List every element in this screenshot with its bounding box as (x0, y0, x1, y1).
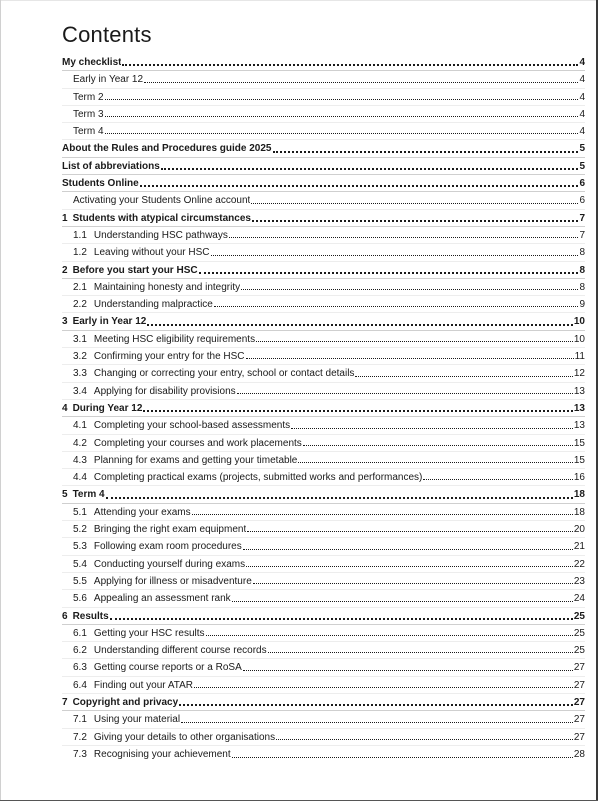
toc-subsection-link[interactable] (62, 435, 585, 452)
dot-leader (194, 686, 573, 688)
page-title: Contents (62, 22, 152, 47)
toc-entry-label: Confirming your entry for the HSC (93, 351, 245, 363)
table-of-contents (62, 54, 585, 763)
toc-section-link[interactable] (62, 400, 585, 417)
dot-leader (241, 288, 578, 290)
toc-entry-title (73, 469, 422, 486)
dot-leader (237, 392, 573, 394)
toc-entry-number: 1.1 (73, 229, 87, 241)
toc-entry-number: 6.4 (73, 679, 87, 691)
toc-entry-number: 1.2 (73, 247, 87, 259)
toc-entry-label: List of abbreviations (62, 160, 160, 172)
toc-subsection-link[interactable] (62, 106, 585, 123)
toc-subsection-link[interactable] (62, 625, 585, 642)
toc-subsection-link[interactable] (62, 677, 585, 694)
page-edge-top (0, 0, 598, 1)
dot-leader (105, 98, 579, 100)
dot-leader (140, 184, 579, 187)
toc-entry-number: 2.1 (73, 281, 87, 293)
toc-subsection-link[interactable] (62, 71, 585, 88)
toc-entry-number: 3.4 (73, 385, 87, 397)
toc-entry-label: Copyright and privacy (72, 696, 179, 708)
toc-page-number: 28 (573, 748, 585, 760)
toc-page-number: 20 (573, 524, 585, 536)
toc-subsection-link[interactable] (62, 348, 585, 365)
toc-page-number: 8 (579, 264, 585, 276)
toc-subsection-link[interactable] (62, 331, 585, 348)
toc-entry-number: 5.1 (73, 506, 87, 518)
toc-page-number: 25 (573, 627, 585, 639)
toc-page-number: 25 (573, 645, 585, 657)
toc-entry-number: 6.1 (73, 627, 87, 639)
toc-entry-label: Recognising your achievement (93, 748, 231, 760)
toc-entry-title (73, 348, 245, 365)
toc-entry-title (62, 313, 146, 330)
toc-entry-title (73, 711, 180, 728)
toc-entry-title (73, 677, 193, 694)
toc-entry-title (73, 642, 267, 659)
toc-entry-title (62, 210, 251, 227)
toc-entry-label: Appealing an assessment rank (93, 593, 231, 605)
toc-page-number: 18 (573, 489, 585, 501)
toc-entry-label: Planning for exams and getting your timetable (93, 454, 298, 466)
dot-leader (199, 271, 579, 274)
toc-page-number: 18 (573, 506, 585, 518)
toc-subsection-link[interactable] (62, 573, 585, 590)
dot-leader (229, 236, 579, 238)
dot-leader (110, 617, 573, 620)
dot-leader (179, 703, 573, 706)
toc-entry-title (73, 296, 213, 313)
toc-page-number: 6 (579, 195, 585, 207)
toc-page-number: 13 (573, 402, 585, 414)
toc-entry-title (62, 400, 142, 417)
toc-subsection-link[interactable] (62, 590, 585, 607)
toc-page-number: 4 (579, 57, 585, 68)
toc-page-number: 10 (573, 333, 585, 345)
dot-leader (303, 444, 573, 446)
toc-section-link[interactable] (62, 313, 585, 330)
toc-section-link[interactable] (62, 140, 585, 157)
toc-page-number: 21 (573, 541, 585, 553)
toc-page-number: 22 (573, 558, 585, 570)
toc-page-number: 23 (573, 575, 585, 587)
toc-entry-number: 5.2 (73, 524, 87, 536)
toc-entry-title (62, 486, 105, 503)
toc-page-number: 5 (579, 160, 585, 172)
dot-leader (144, 81, 578, 83)
toc-subsection-link[interactable] (62, 417, 585, 434)
dot-leader (206, 634, 573, 636)
dot-leader (232, 600, 573, 602)
toc-entry-title (73, 365, 354, 382)
dot-leader (276, 738, 573, 740)
toc-page-number: 13 (573, 420, 585, 432)
toc-entry-title (62, 608, 109, 625)
toc-entry-number: 6 (62, 610, 68, 622)
toc-subsection-link[interactable] (62, 192, 585, 209)
toc-page-number: 4 (579, 91, 585, 103)
toc-subsection-link[interactable] (62, 538, 585, 555)
toc-subsection-link[interactable] (62, 227, 585, 244)
toc-subsection-link[interactable] (62, 729, 585, 746)
toc-entry-title (73, 573, 252, 590)
toc-entry-number: 1 (62, 212, 68, 224)
toc-entry-number: 6.3 (73, 662, 87, 674)
toc-entry-label: Maintaining honesty and integrity (93, 281, 241, 293)
toc-section-link[interactable] (62, 608, 585, 625)
toc-entry-title (73, 106, 104, 123)
toc-entry-title (73, 244, 210, 261)
toc-subsection-link[interactable] (62, 296, 585, 313)
toc-entry-label: Term 3 (73, 108, 104, 120)
toc-page-number: 27 (573, 696, 585, 708)
toc-subsection-link[interactable] (62, 452, 585, 469)
toc-page-number: 16 (573, 472, 585, 484)
toc-entry-title (62, 175, 139, 192)
toc-entry-label: Term 4 (73, 126, 104, 138)
toc-section-link[interactable] (62, 694, 585, 711)
toc-page-number: 4 (579, 126, 585, 138)
toc-section-link[interactable] (62, 210, 585, 227)
toc-entry-title (62, 54, 121, 71)
toc-page-number: 9 (579, 299, 585, 311)
toc-entry-label: Attending your exams (93, 506, 191, 518)
toc-entry-title (73, 227, 228, 244)
toc-entry-title (73, 556, 245, 573)
dot-leader (246, 357, 574, 359)
toc-entry-number: 3.3 (73, 368, 87, 380)
toc-entry-label: Bringing the right exam equipment (93, 524, 247, 536)
dot-leader (243, 669, 573, 671)
toc-entry-label: Understanding malpractice (93, 299, 213, 311)
toc-entry-label: Completing practical exams (projects, submitted works and performances) (93, 472, 423, 484)
toc-entry-title (73, 659, 242, 676)
toc-section-link[interactable] (62, 54, 585, 71)
toc-entry-title (73, 123, 104, 140)
toc-page-number: 15 (573, 437, 585, 449)
toc-page-number: 24 (573, 593, 585, 605)
toc-entry-label: Completing your courses and work placements (93, 437, 302, 449)
toc-entry-number: 3.1 (73, 333, 87, 345)
toc-subsection-link[interactable] (62, 123, 585, 140)
toc-entry-title (73, 590, 231, 607)
toc-entry-title (73, 746, 231, 763)
toc-entry-label: Changing or correcting your entry, school or contact details (93, 368, 355, 380)
dot-leader (246, 565, 573, 567)
dot-leader (298, 461, 573, 463)
toc-entry-title (73, 383, 236, 400)
toc-subsection-link[interactable] (62, 279, 585, 296)
toc-entry-number: 3.2 (73, 351, 87, 363)
toc-entry-label: Results (72, 610, 109, 622)
toc-entry-title (73, 417, 290, 434)
toc-subsection-link[interactable] (62, 365, 585, 382)
toc-entry-label: Students with atypical circumstances (72, 212, 251, 224)
toc-entry-number: 5.6 (73, 593, 87, 605)
toc-section-link[interactable] (62, 486, 585, 503)
toc-entry-label: Term 2 (73, 91, 104, 103)
toc-entry-label: Conducting yourself during exams (93, 558, 246, 570)
toc-entry-label: Following exam room procedures (93, 541, 242, 553)
toc-entry-title (73, 625, 205, 642)
toc-entry-label: During Year 12 (72, 402, 143, 414)
toc-entry-label: Finding out your ATAR (93, 679, 194, 691)
dot-leader (211, 254, 579, 256)
toc-entry-label: Term 4 (72, 489, 105, 501)
toc-page-number: 27 (573, 662, 585, 674)
toc-subsection-link[interactable] (62, 504, 585, 521)
toc-entry-number: 5 (62, 489, 68, 501)
toc-entry-number: 4.1 (73, 420, 87, 432)
toc-subsection-link[interactable] (62, 521, 585, 538)
dot-leader (256, 340, 573, 342)
page-edge-left (0, 0, 1, 801)
toc-page-number: 5 (579, 143, 585, 155)
toc-entry-title (73, 729, 275, 746)
toc-entry-number: 7 (62, 696, 68, 708)
toc-page-number: 11 (574, 351, 585, 363)
toc-entry-label: Activating your Students Online account (73, 195, 251, 207)
dot-leader (423, 478, 573, 480)
toc-entry-number: 5.4 (73, 558, 87, 570)
dot-leader (161, 167, 579, 170)
toc-page-number: 12 (573, 368, 585, 380)
toc-entry-label: Early in Year 12 (72, 316, 147, 328)
toc-entry-label: Understanding different course records (93, 645, 267, 657)
toc-entry-title (73, 538, 242, 555)
dot-leader (252, 219, 578, 222)
toc-section-link[interactable] (62, 158, 585, 175)
toc-page-number: 4 (579, 108, 585, 120)
toc-section-link[interactable] (62, 262, 585, 279)
dot-leader (268, 651, 573, 653)
toc-entry-label: Getting your HSC results (93, 627, 205, 639)
toc-subsection-link[interactable] (62, 746, 585, 763)
toc-entry-title (62, 694, 178, 711)
toc-entry-number: 3 (62, 316, 68, 328)
toc-entry-label: Before you start your HSC (72, 264, 198, 276)
toc-entry-title (73, 504, 191, 521)
toc-entry-title (62, 158, 160, 175)
toc-entry-label: My checklist (62, 57, 122, 68)
toc-page-number: 6 (579, 178, 585, 190)
dot-leader (192, 513, 573, 515)
toc-entry-label: Completing your school-based assessments (93, 420, 291, 432)
toc-entry-title (73, 89, 104, 106)
toc-entry-label: Giving your details to other organisations (93, 731, 276, 743)
toc-entry-number: 7.1 (73, 714, 87, 726)
toc-page-number: 8 (579, 281, 585, 293)
toc-entry-label: About the Rules and Procedures guide 2025 (62, 143, 272, 155)
toc-entry-label: Applying for disability provisions (93, 385, 236, 397)
toc-entry-number: 2 (62, 264, 68, 276)
toc-entry-title (73, 521, 246, 538)
dot-leader (214, 305, 579, 307)
toc-section-link[interactable] (62, 175, 585, 192)
toc-subsection-link[interactable] (62, 244, 585, 261)
toc-subsection-link[interactable] (62, 469, 585, 486)
toc-entry-label: Using your material (93, 714, 181, 726)
dot-leader (122, 63, 578, 66)
toc-entry-label: Applying for illness or misadventure (93, 575, 252, 587)
toc-entry-label: Students Online (62, 178, 139, 190)
toc-entry-number: 4.2 (73, 437, 87, 449)
toc-entry-title (62, 262, 198, 279)
dot-leader (232, 756, 573, 758)
toc-page-number: 27 (573, 731, 585, 743)
dot-leader (181, 721, 573, 723)
dot-leader (147, 323, 573, 326)
toc-entry-label: Early in Year 12 (73, 74, 144, 86)
dot-leader (355, 375, 572, 377)
toc-page-number: 15 (573, 454, 585, 466)
toc-entry-number: 7.2 (73, 731, 87, 743)
toc-entry-number: 4 (62, 402, 68, 414)
dot-leader (247, 530, 573, 532)
toc-subsection-link[interactable] (62, 556, 585, 573)
toc-entry-label: Understanding HSC pathways (93, 229, 228, 241)
dot-leader (243, 548, 573, 550)
toc-entry-title (73, 71, 143, 88)
toc-entry-number: 2.2 (73, 299, 87, 311)
toc-page-number: 27 (573, 714, 585, 726)
dot-leader (253, 582, 573, 584)
dot-leader (106, 496, 573, 499)
toc-entry-number: 5.3 (73, 541, 87, 553)
toc-entry-label: Meeting HSC eligibility requirements (93, 333, 256, 345)
toc-page-number: 10 (573, 316, 585, 328)
dot-leader (273, 150, 579, 153)
toc-subsection-link[interactable] (62, 89, 585, 106)
toc-entry-title (73, 435, 302, 452)
toc-entry-number: 6.2 (73, 645, 87, 657)
dot-leader (291, 427, 573, 429)
dot-leader (105, 132, 579, 134)
toc-subsection-link[interactable] (62, 642, 585, 659)
toc-page-number: 25 (573, 610, 585, 622)
toc-entry-number: 4.4 (73, 472, 87, 484)
toc-entry-number: 5.5 (73, 575, 87, 587)
toc-subsection-link[interactable] (62, 711, 585, 728)
toc-page-number: 13 (573, 385, 585, 397)
toc-subsection-link[interactable] (62, 659, 585, 676)
toc-entry-title (73, 452, 297, 469)
toc-entry-title (62, 140, 272, 157)
toc-page-number: 7 (579, 212, 585, 224)
toc-entry-label: Getting course reports or a RoSA (93, 662, 242, 674)
toc-entry-title (73, 279, 240, 296)
toc-page-number: 7 (579, 229, 585, 241)
toc-entry-label: Leaving without your HSC (93, 247, 210, 259)
dot-leader (105, 115, 579, 117)
toc-entry-number: 7.3 (73, 748, 87, 760)
toc-page-number: 27 (573, 679, 585, 691)
toc-subsection-link[interactable] (62, 383, 585, 400)
toc-entry-title (73, 192, 250, 209)
toc-entry-number: 4.3 (73, 454, 87, 466)
dot-leader (251, 202, 578, 204)
dot-leader (143, 409, 572, 412)
toc-page-number: 8 (579, 247, 585, 259)
toc-page-number: 4 (579, 74, 585, 86)
toc-entry-title (73, 331, 255, 348)
